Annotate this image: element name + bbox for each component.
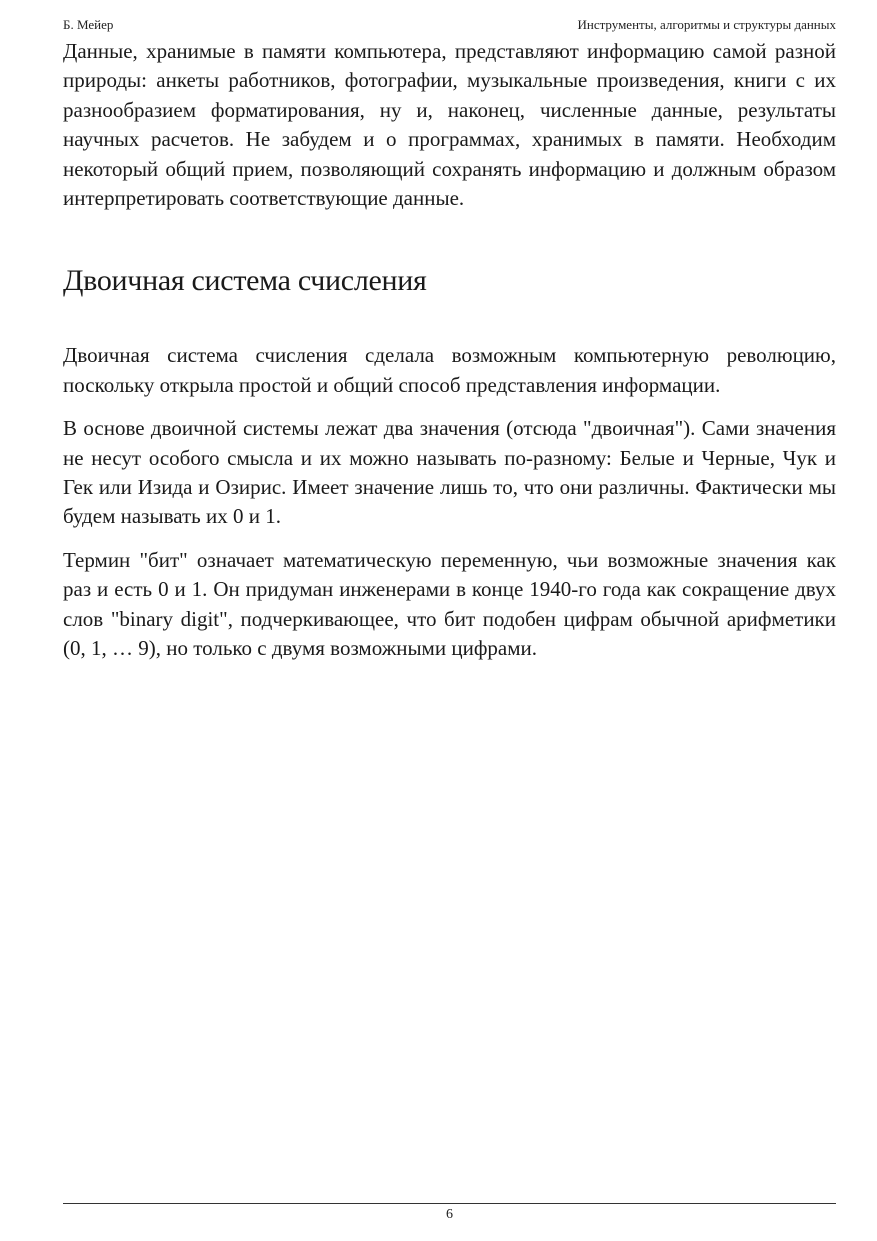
section-heading: Двоичная система счисления [63, 264, 427, 298]
running-header [63, 16, 836, 36]
footer-divider [63, 1203, 836, 1204]
document-page [63, 0, 836, 1241]
page-content [63, 37, 836, 664]
intro-paragraph: Данные, хранимые в памяти компьютера, представляют информацию самой разной природы: анкеты работников, фотографии, музыкальные произведения, книги с их разнообразием форматирования, ну и, наконец, численные данные, результаты научных расчетов. Не забудем и о программах, хранимых в памяти. Необходим некоторый общий прием, позволяющий сохранять информацию и должным образом интерпретировать соответствующие данные. [63, 39, 836, 211]
header-author: Б. Мейер [63, 17, 114, 32]
page-number: 6 [446, 1207, 453, 1222]
body-paragraph: Двоичная система счисления сделала возможным компьютерную революцию, поскольку открыла простой и общий способ представления информации. [63, 343, 836, 397]
header-book-title: Инструменты, алгоритмы и структуры данных [577, 17, 836, 32]
body-paragraph: Термин "бит" означает математическую переменную, чьи возможные значения как раз и есть 0 и 1. Он придуман инженерами в конце 1940-го года как сокращение двух слов "binary digit", подчеркивающее, что бит подобен цифрам обычной арифметики (0, 1, … 9), но только с двумя возможными цифрами. [63, 547, 836, 661]
body-paragraph: В основе двоичной системы лежат два значения (отсюда "двоичная"). Сами значения не несут особого смысла и их можно называть по-разному: Белые и Черные, Чук и Гек или Изида и Озирис. Имеет значение лишь то, что они различны. Фактически мы будем называть их 0 и 1. [63, 416, 836, 529]
